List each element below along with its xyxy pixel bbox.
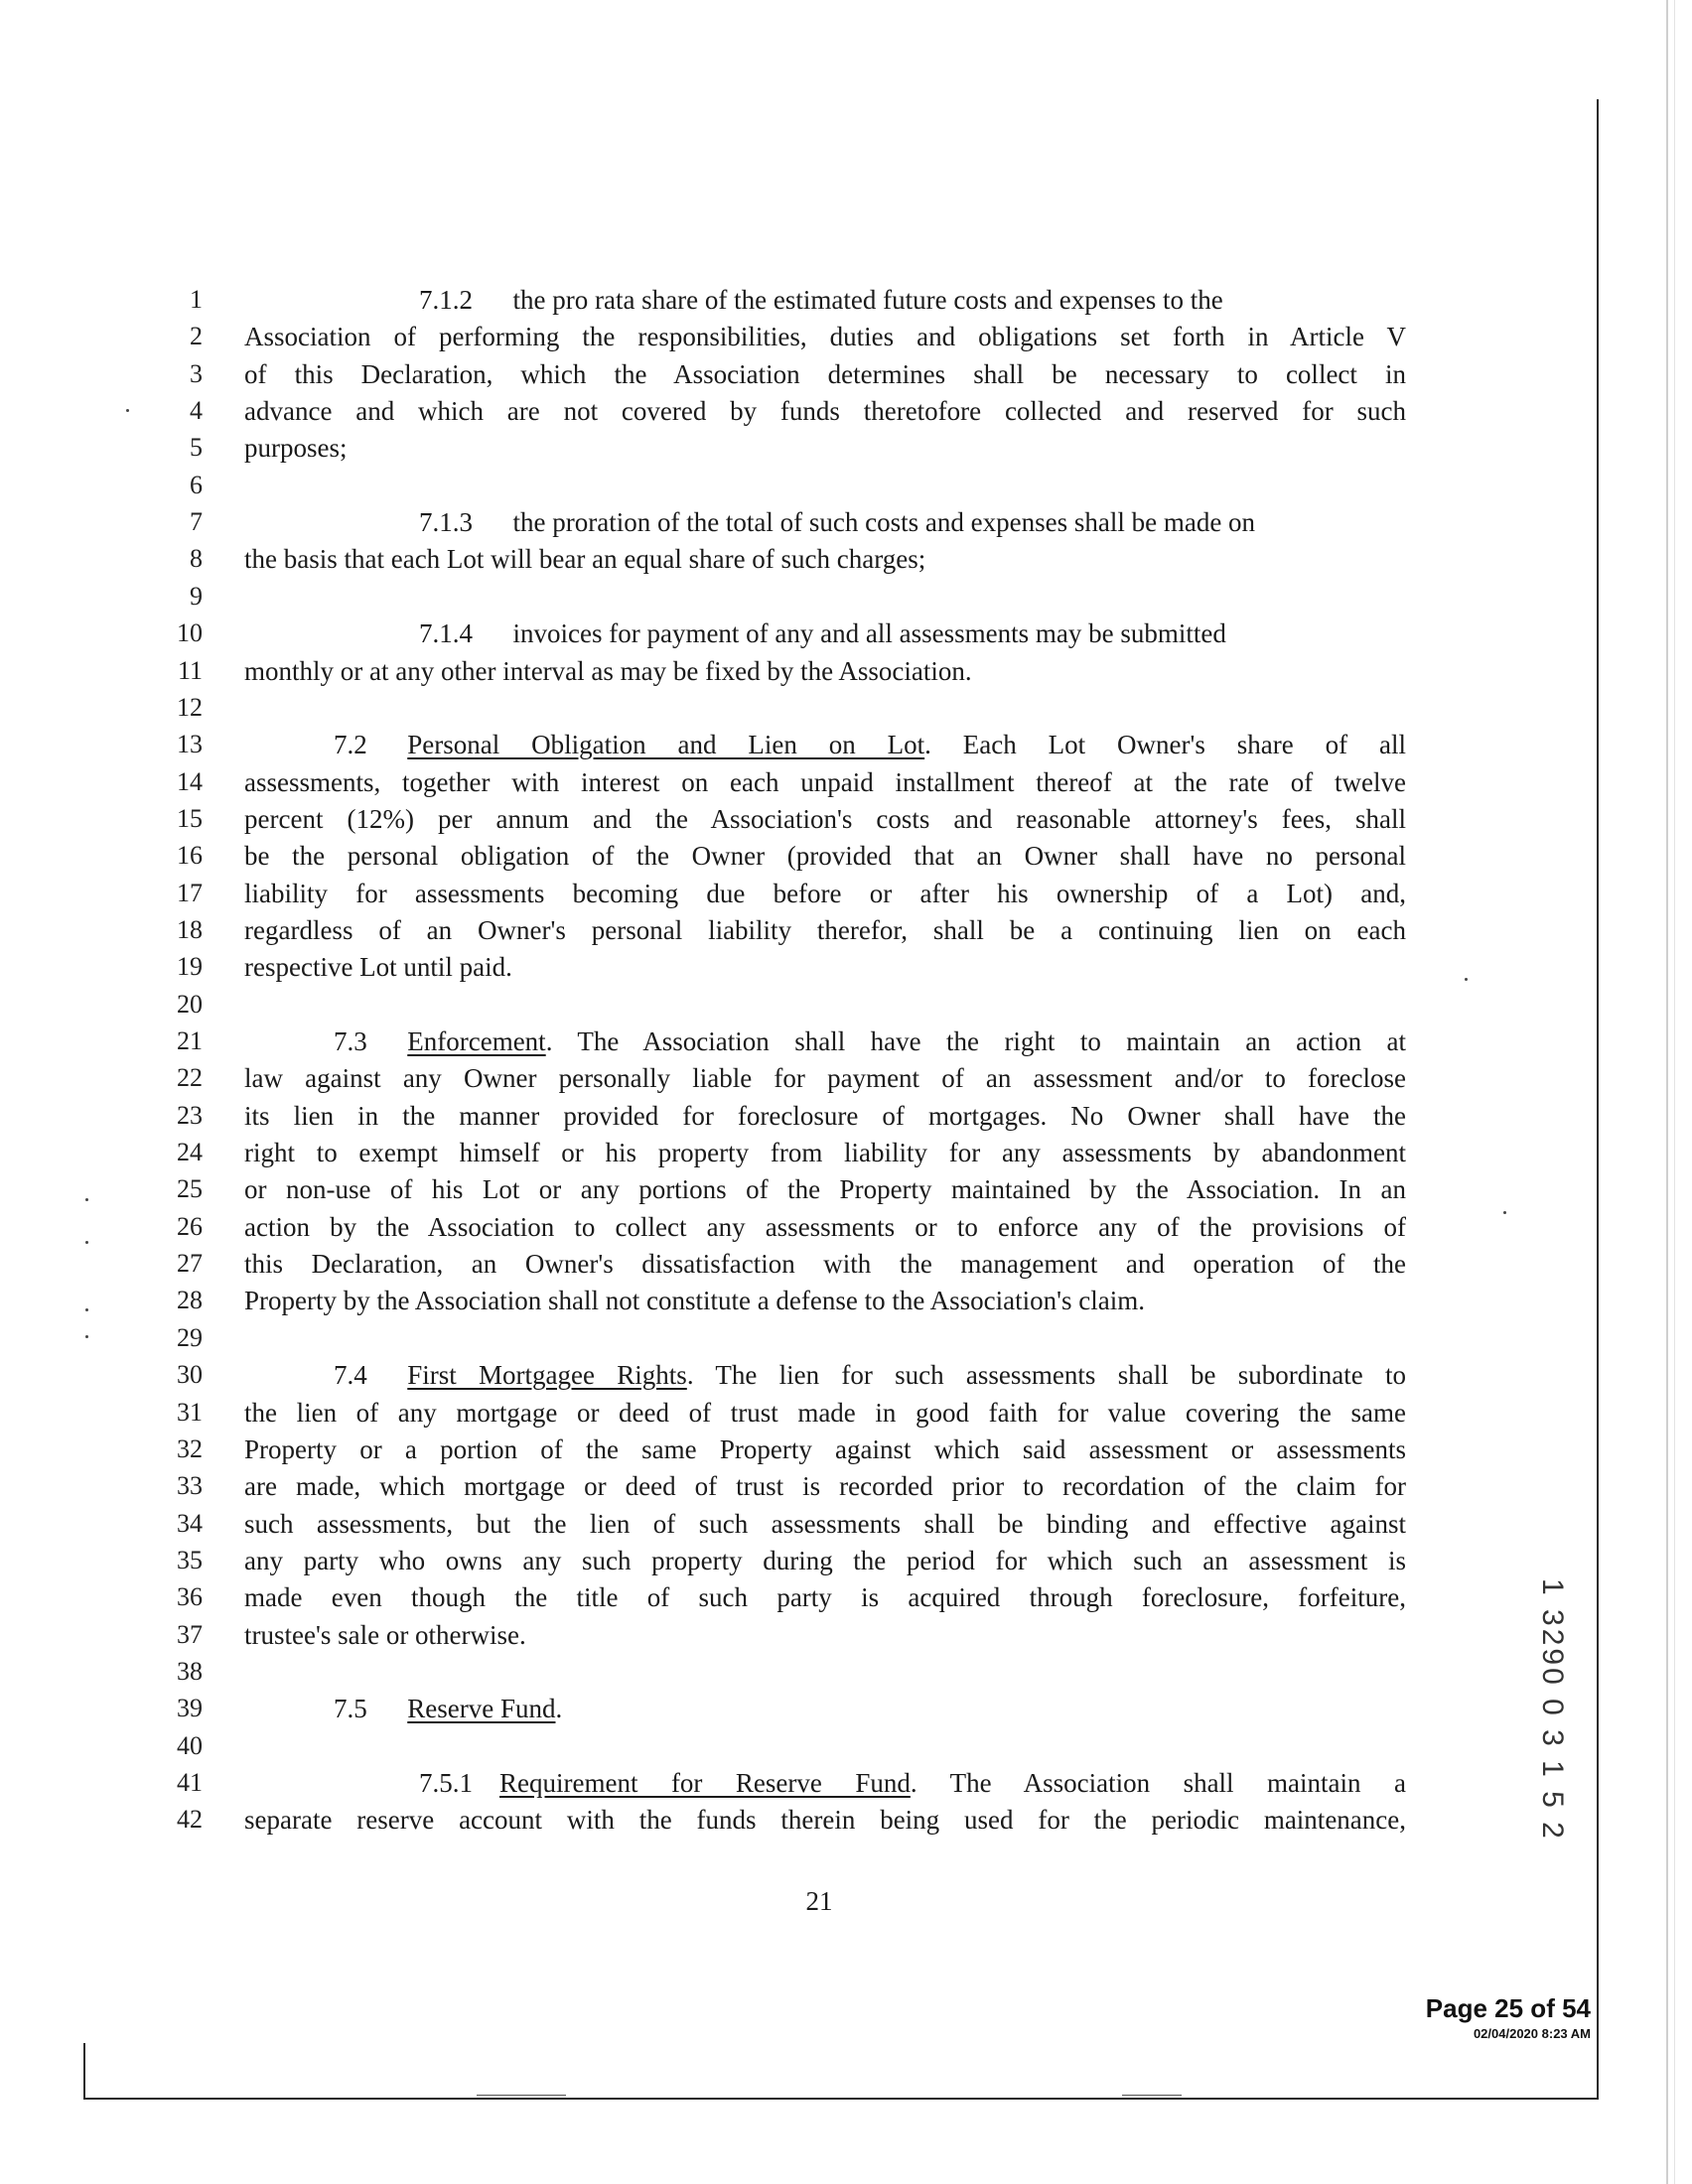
text-line: [244, 1431, 1406, 1468]
text-line: [334, 726, 1406, 763]
line-number: 17: [177, 878, 203, 907]
line-number: 35: [177, 1545, 203, 1574]
line-text: . Each Lot Owner's share of all: [924, 730, 1406, 760]
line-text: any party who owns any such property during the period for which such an assessment is: [244, 1545, 1406, 1575]
line-number: 19: [177, 952, 203, 982]
line-text: 7.2: [334, 730, 408, 760]
section-heading: Personal Obligation and Lien on Lot: [407, 730, 925, 760]
line-text: monthly or at any other interval as may be fixed by the Association.: [244, 655, 972, 686]
section-heading: Reserve Fund: [407, 1694, 556, 1724]
text-line: [244, 1059, 1406, 1097]
line-number: 23: [177, 1100, 203, 1130]
text-line: [244, 875, 1406, 912]
scan-speck: [85, 1335, 88, 1338]
line-text: liability for assessments becoming due before or after his ownership of a Lot) and,: [244, 878, 1406, 908]
line-number: 28: [177, 1286, 203, 1315]
line-number: 30: [177, 1360, 203, 1390]
scan-edge: [1666, 0, 1668, 2184]
frame-border: [1122, 2095, 1182, 2096]
text-line: [419, 281, 1406, 319]
text-line: [334, 1690, 1406, 1727]
recording-stamp-text: 1 3290 0 3 1 5 2: [1536, 1578, 1569, 1842]
line-text: are made, which mortgage or deed of trust is recorded prior to recordation of the claim for: [244, 1471, 1406, 1502]
line-text: law against any Owner personally liable for payment of an assessment and/or to foreclose: [244, 1063, 1406, 1094]
line-number: 31: [177, 1397, 203, 1427]
frame-border: [83, 2043, 85, 2099]
line-number: 10: [177, 618, 203, 648]
line-number: 16: [177, 841, 203, 871]
line-text: 7.5: [334, 1694, 408, 1724]
line-text: 7.5.1: [419, 1768, 499, 1798]
frame-border: [477, 2095, 566, 2096]
text-line: [334, 1356, 1406, 1394]
line-number: 32: [177, 1433, 203, 1463]
line-text: action by the Association to collect any assessments or to enforce any of the provisions of: [244, 1211, 1406, 1242]
frame-border: [1597, 99, 1599, 2100]
scan-speck: [85, 1308, 88, 1311]
frame-border: [83, 2098, 1599, 2100]
text-line: [244, 392, 1406, 430]
scan-speck: [85, 1241, 88, 1244]
line-number: 34: [177, 1508, 203, 1538]
line-text: Association of performing the responsibilities, duties and obligations set forth in Article V: [244, 322, 1406, 352]
line-text: its lien in the manner provided for foreclosure of mortgages. No Owner shall have the: [244, 1100, 1406, 1131]
line-number: 22: [177, 1063, 203, 1093]
line-text: 7.1.4 invoices for payment of any and all assessments may be submitted: [419, 618, 1226, 649]
line-text: assessments, together with interest on each unpaid installment thereof at the rate of twelve: [244, 766, 1406, 797]
text-line: [244, 652, 1406, 690]
text-line: [244, 1282, 1406, 1319]
line-text: Property or a portion of the same Property against which said assessment or assessments: [244, 1433, 1406, 1464]
line-text: be the personal obligation of the Owner (provided that an Owner shall have no personal: [244, 841, 1406, 872]
text-line: [244, 318, 1406, 355]
text-line: [244, 540, 1406, 578]
line-number: 4: [190, 396, 203, 426]
line-text: trustee's sale or otherwise.: [244, 1619, 526, 1650]
line-number: 15: [177, 803, 203, 833]
line-number: 37: [177, 1619, 203, 1649]
line-number: 33: [177, 1471, 203, 1501]
page-number: 21: [805, 1886, 833, 1916]
text-line: [419, 614, 1406, 652]
line-number: 36: [177, 1582, 203, 1612]
line-number: 7: [190, 507, 203, 537]
line-text: right to exempt himself or his property from liability for any assessments by abandonment: [244, 1138, 1406, 1168]
line-text: Property by the Association shall not constitute a defense to the Association's claim.: [244, 1286, 1145, 1316]
text-line: [244, 1542, 1406, 1579]
line-text: of this Declaration, which the Association determines shall be necessary to collect in: [244, 358, 1406, 389]
line-number: 2: [190, 322, 203, 351]
line-number: 25: [177, 1174, 203, 1204]
text-line: [244, 1578, 1406, 1616]
line-number: 5: [190, 433, 203, 463]
line-number: 38: [177, 1656, 203, 1686]
text-line: [244, 1505, 1406, 1543]
line-number: 26: [177, 1211, 203, 1241]
line-number: 40: [177, 1730, 203, 1760]
line-number: 8: [190, 544, 203, 574]
line-number: 20: [177, 989, 203, 1019]
text-line: [244, 911, 1406, 949]
text-line: [244, 1394, 1406, 1432]
line-number: 41: [177, 1768, 203, 1797]
text-line: [419, 503, 1406, 541]
scan-speck: [1503, 1211, 1506, 1214]
line-number: 9: [190, 581, 203, 611]
text-line: [244, 429, 1406, 467]
line-text: . The Association shall have the right to maintain an action at: [545, 1026, 1406, 1056]
line-text: . The lien for such assessments shall be subordinate to: [686, 1360, 1406, 1391]
text-line: [244, 837, 1406, 875]
line-number: 12: [177, 692, 203, 722]
line-text: percent (12%) per annum and the Association's costs and reasonable attorney's fees, shall: [244, 803, 1406, 834]
text-line: [334, 1023, 1406, 1060]
line-number: 18: [177, 914, 203, 944]
line-number: 1: [190, 285, 203, 314]
text-line: [244, 1245, 1406, 1283]
line-number: 13: [177, 730, 203, 759]
text-line: [244, 1467, 1406, 1505]
text-line: [244, 1097, 1406, 1135]
text-line: [244, 1170, 1406, 1208]
line-text: .: [555, 1694, 563, 1724]
line-number: 6: [190, 470, 203, 499]
line-text: respective Lot until paid.: [244, 952, 512, 983]
footer-page-count: Page 25 of 54: [1425, 1993, 1591, 2023]
line-text: this Declaration, an Owner's dissatisfaction with the management and operation of the: [244, 1249, 1406, 1280]
line-number: 3: [190, 358, 203, 388]
section-heading: Requirement for Reserve Fund: [499, 1768, 911, 1798]
line-number: 27: [177, 1249, 203, 1279]
text-line: [244, 1801, 1406, 1839]
line-text: 7.3: [334, 1026, 408, 1056]
line-text: the lien of any mortgage or deed of trust made in good faith for value covering the same: [244, 1397, 1406, 1428]
text-line: [244, 1134, 1406, 1171]
line-number: 29: [177, 1322, 203, 1352]
text-line: [244, 763, 1406, 801]
line-number: 21: [177, 1026, 203, 1055]
line-text: 7.4: [334, 1360, 408, 1391]
section-heading: Enforcement: [407, 1026, 546, 1056]
line-number: 11: [177, 655, 203, 685]
line-text: separate reserve account with the funds therein being used for the periodic maintenance,: [244, 1805, 1406, 1836]
line-text: purposes;: [244, 433, 348, 464]
recording-stamp: [1536, 1578, 1579, 1842]
line-text: 7.1.3 the proration of the total of such costs and expenses shall be made on: [419, 507, 1256, 538]
text-line: [419, 1764, 1406, 1802]
line-text: or non-use of his Lot or any portions of the Property maintained by the Association. In an: [244, 1174, 1406, 1205]
line-text: such assessments, but the lien of such assessments shall be binding and effective against: [244, 1508, 1406, 1539]
line-number: 39: [177, 1694, 203, 1723]
line-number: 42: [177, 1805, 203, 1835]
text-line: [244, 948, 1406, 986]
line-text: . The Association shall maintain a: [910, 1768, 1406, 1798]
line-number: 14: [177, 766, 203, 796]
text-line: [244, 355, 1406, 393]
line-text: regardless of an Owner's personal liability therefor, shall be a continuing lien on each: [244, 914, 1406, 945]
text-line: [244, 1208, 1406, 1246]
line-text: the basis that each Lot will bear an equal share of such charges;: [244, 544, 926, 575]
text-line: [244, 800, 1406, 838]
line-number: 24: [177, 1138, 203, 1167]
section-heading: First Mortgagee Rights: [407, 1360, 687, 1391]
scan-speck: [85, 1198, 88, 1201]
scan-edge: [1674, 0, 1675, 2184]
scan-speck: [1465, 978, 1468, 981]
line-text: advance and which are not covered by funds theretofore collected and reserved for such: [244, 396, 1406, 427]
line-text: made even though the title of such party is acquired through foreclosure, forfeiture,: [244, 1582, 1406, 1613]
footer-timestamp: 02/04/2020 8:23 AM: [1473, 2026, 1591, 2041]
line-text: 7.1.2 the pro rata share of the estimated future costs and expenses to the: [419, 285, 1223, 315]
text-line: [244, 1616, 1406, 1654]
